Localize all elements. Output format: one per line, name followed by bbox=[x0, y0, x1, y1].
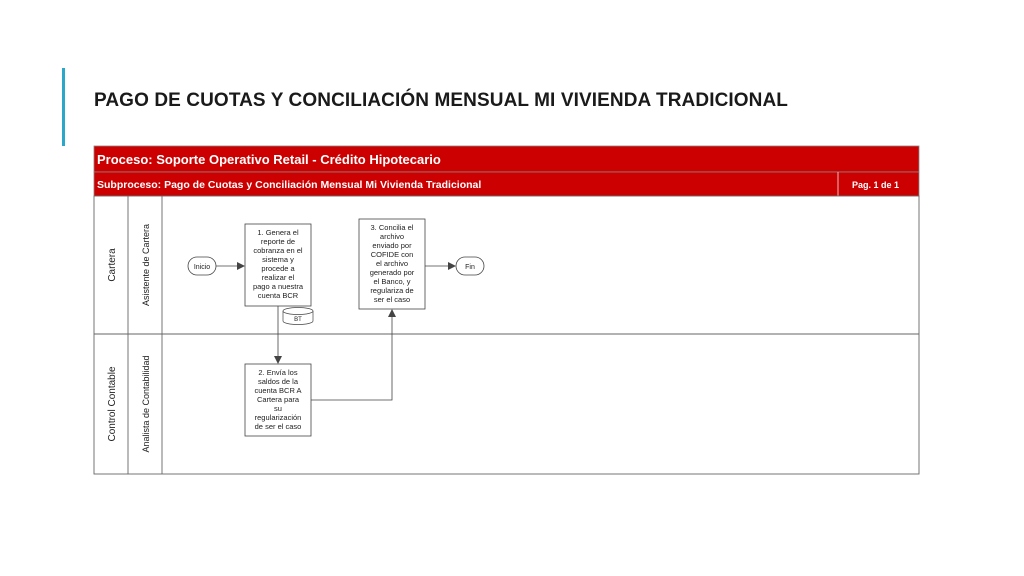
start-label: Inicio bbox=[193, 264, 211, 271]
step-3-line: generado por bbox=[369, 268, 415, 277]
step-1-line: procede a bbox=[261, 264, 295, 273]
lane-cartera-label: Cartera bbox=[107, 248, 118, 282]
step-2-line: cuenta BCR A bbox=[254, 386, 302, 395]
step-2-line: saldos de la bbox=[257, 377, 299, 386]
bt-datastore-label: BT bbox=[294, 317, 302, 323]
step-1-line: reporte de bbox=[260, 237, 296, 246]
step-1-line: cobranza en el bbox=[253, 246, 303, 255]
step-2-line: 2. Envía los bbox=[258, 368, 298, 377]
end-label: Fin bbox=[465, 264, 475, 271]
step-2-text bbox=[254, 368, 301, 431]
proceso-title: Proceso: Soporte Operativo Retail - Crédito Hipotecario bbox=[97, 152, 441, 167]
step-3-line: enviado por bbox=[372, 241, 412, 250]
step-3-line: regulariza de bbox=[370, 286, 414, 295]
step-3-line: ser el caso bbox=[373, 295, 411, 304]
step-2-line: regularización bbox=[254, 413, 302, 422]
step-1-line: sistema y bbox=[262, 255, 294, 264]
step-3-line: el Banco, y bbox=[373, 277, 411, 286]
step-2-line: Cartera para bbox=[256, 395, 300, 404]
page-number: Pag. 1 de 1 bbox=[852, 180, 900, 190]
step-1-line: 1. Genera el bbox=[257, 228, 299, 237]
step-3-line: 3. Concilia el bbox=[370, 223, 414, 232]
step-3-line: COFIDE con bbox=[370, 250, 414, 259]
subproceso-title: Subproceso: Pago de Cuotas y Conciliación Mensual Mi Vivienda Tradicional bbox=[97, 179, 482, 191]
lane-analista-contabilidad-label: Analista de Contabilidad bbox=[141, 355, 151, 453]
swimlane-frame bbox=[94, 196, 919, 474]
step-1-line: pago a nuestra bbox=[252, 282, 304, 291]
step-2-line: de ser el caso bbox=[254, 422, 302, 431]
step-1-line: cuenta BCR bbox=[257, 291, 299, 300]
step-1-line: realizar el bbox=[261, 273, 295, 282]
step-3-line: el archivo bbox=[375, 259, 409, 268]
lane-asistente-cartera-label: Asistente de Cartera bbox=[141, 223, 151, 307]
step-3-line: archivo bbox=[379, 232, 405, 241]
step-2-line: su bbox=[274, 404, 282, 413]
slide-title: PAGO DE CUOTAS Y CONCILIACIÓN MENSUAL MI VIVIENDA TRADICIONAL bbox=[94, 90, 789, 111]
lane-control-contable-label: Control Contable bbox=[107, 366, 118, 442]
